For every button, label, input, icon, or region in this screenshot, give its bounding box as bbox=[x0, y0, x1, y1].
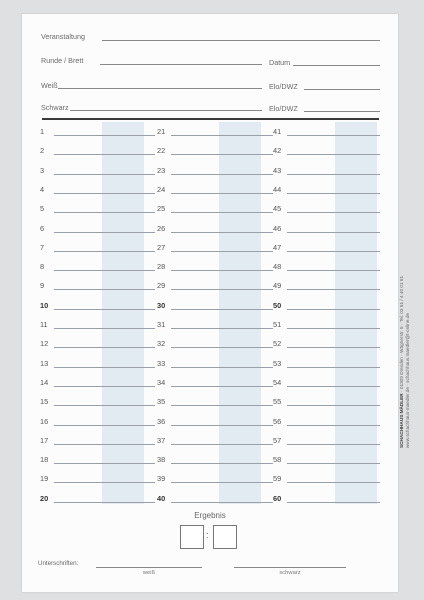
move-number: 59 bbox=[273, 474, 282, 484]
vendor-imprint bbox=[399, 276, 411, 448]
move-entry-line[interactable] bbox=[287, 193, 380, 194]
move-entry-line[interactable] bbox=[54, 444, 155, 445]
move-number: 13 bbox=[40, 358, 49, 368]
result-white-box[interactable] bbox=[180, 525, 204, 549]
vendor-web: www.schachhaus-maedler.de · schachhaus.maedler@t-online.de bbox=[405, 312, 411, 448]
move-entry-line[interactable] bbox=[171, 367, 273, 368]
move-entry-line[interactable] bbox=[171, 482, 273, 483]
move-entry-line[interactable] bbox=[287, 463, 380, 464]
move-number: 54 bbox=[273, 377, 282, 387]
black-move-column-shade bbox=[102, 122, 144, 504]
move-entry-line[interactable] bbox=[287, 174, 380, 175]
move-number: 56 bbox=[273, 416, 282, 426]
move-number: 20 bbox=[40, 493, 49, 503]
move-entry-line[interactable] bbox=[171, 309, 273, 310]
move-number: 37 bbox=[157, 435, 166, 445]
header-divider bbox=[42, 118, 379, 120]
move-entry-line[interactable] bbox=[54, 251, 155, 252]
move-number: 16 bbox=[40, 416, 49, 426]
move-number: 3 bbox=[40, 165, 45, 175]
move-entry-line[interactable] bbox=[54, 367, 155, 368]
scoresheet bbox=[22, 14, 411, 592]
move-number: 55 bbox=[273, 397, 282, 407]
move-number: 40 bbox=[157, 493, 166, 503]
move-number: 11 bbox=[40, 320, 48, 329]
move-entry-line[interactable] bbox=[171, 193, 273, 194]
move-number: 10 bbox=[40, 300, 49, 310]
move-number: 33 bbox=[157, 358, 166, 368]
move-number: 2 bbox=[40, 146, 45, 156]
move-number: 21 bbox=[157, 127, 166, 136]
move-number: 51 bbox=[273, 320, 282, 329]
move-entry-line[interactable] bbox=[287, 309, 380, 310]
move-number: 44 bbox=[273, 184, 282, 194]
move-number: 57 bbox=[273, 435, 282, 445]
signatures-label: Unterschriften: bbox=[38, 560, 79, 567]
move-number: 48 bbox=[273, 262, 282, 272]
move-entry-line[interactable] bbox=[287, 482, 380, 483]
move-entry-line[interactable] bbox=[287, 367, 380, 368]
move-number: 29 bbox=[157, 281, 166, 291]
move-entry-line[interactable] bbox=[171, 154, 273, 155]
move-entry-line[interactable] bbox=[54, 212, 155, 213]
move-entry-line[interactable] bbox=[287, 135, 380, 136]
move-number: 6 bbox=[40, 223, 45, 233]
move-entry-line[interactable] bbox=[54, 463, 155, 464]
move-number: 42 bbox=[273, 146, 282, 156]
move-number: 60 bbox=[273, 493, 282, 503]
result-label: Ergebnis bbox=[194, 511, 226, 520]
move-number: 41 bbox=[273, 127, 282, 136]
move-number: 28 bbox=[157, 262, 166, 272]
move-number: 23 bbox=[157, 165, 166, 175]
move-entry-line[interactable] bbox=[287, 405, 380, 406]
move-number: 43 bbox=[273, 165, 282, 175]
move-entry-line[interactable] bbox=[171, 289, 273, 290]
move-entry-line[interactable] bbox=[54, 328, 155, 329]
move-number: 19 bbox=[40, 474, 49, 484]
move-number: 53 bbox=[273, 358, 282, 368]
move-number: 25 bbox=[157, 204, 166, 214]
move-number: 34 bbox=[157, 377, 166, 387]
move-number: 36 bbox=[157, 416, 166, 426]
move-number: 27 bbox=[157, 242, 166, 252]
move-entry-line[interactable] bbox=[54, 502, 155, 503]
move-number: 38 bbox=[157, 455, 166, 465]
black-move-column-shade bbox=[335, 122, 377, 504]
move-number: 14 bbox=[40, 377, 49, 387]
move-number: 47 bbox=[273, 242, 282, 252]
vendor-name: SCHACHHAUS MÄDLER bbox=[399, 393, 404, 448]
move-entry-line[interactable] bbox=[287, 154, 380, 155]
move-entry-line[interactable] bbox=[287, 328, 380, 329]
result-separator: : bbox=[206, 530, 209, 540]
move-number: 35 bbox=[157, 397, 166, 407]
round-field[interactable] bbox=[100, 64, 262, 65]
black-signature-field[interactable] bbox=[234, 567, 346, 568]
move-number: 4 bbox=[40, 184, 45, 194]
move-entry-line[interactable] bbox=[171, 270, 273, 271]
white-player-label: Weiß bbox=[41, 81, 58, 90]
white-player-field[interactable] bbox=[58, 88, 262, 89]
result-black-box[interactable] bbox=[213, 525, 237, 549]
white-signature-field[interactable] bbox=[96, 567, 202, 568]
move-number: 9 bbox=[40, 281, 45, 291]
move-number: 52 bbox=[273, 339, 282, 349]
move-number: 15 bbox=[40, 397, 49, 407]
date-field[interactable] bbox=[293, 65, 380, 66]
move-entry-line[interactable] bbox=[287, 444, 380, 445]
move-entry-line[interactable] bbox=[171, 328, 273, 329]
move-entry-line[interactable] bbox=[54, 309, 155, 310]
move-entry-line[interactable] bbox=[171, 347, 273, 348]
move-number: 32 bbox=[157, 339, 166, 349]
move-entry-line[interactable] bbox=[287, 270, 380, 271]
move-entry-line[interactable] bbox=[171, 251, 273, 252]
black-player-field[interactable] bbox=[70, 110, 262, 111]
move-number: 58 bbox=[273, 455, 282, 465]
white-rating-label: Elo/DWZ bbox=[269, 82, 298, 91]
move-entry-line[interactable] bbox=[54, 386, 155, 387]
move-entry-line[interactable] bbox=[171, 444, 273, 445]
move-number: 24 bbox=[157, 184, 166, 194]
move-number: 1 bbox=[40, 127, 45, 136]
move-entry-line[interactable] bbox=[54, 135, 155, 136]
black-rating-field[interactable] bbox=[304, 111, 380, 112]
move-entry-line[interactable] bbox=[54, 154, 155, 155]
move-entry-line[interactable] bbox=[171, 232, 273, 233]
move-entry-line[interactable] bbox=[171, 135, 273, 136]
move-number: 50 bbox=[273, 300, 282, 310]
move-number: 7 bbox=[40, 242, 45, 252]
vendor-address: · 01309 Dresden · Wägnerstr. 5 · Tel. 03 51 / 4 40 01 51 bbox=[399, 275, 404, 394]
move-entry-line[interactable] bbox=[54, 232, 155, 233]
move-entry-line[interactable] bbox=[54, 425, 155, 426]
round-label: Runde / Brett bbox=[41, 56, 84, 65]
move-entry-line[interactable] bbox=[287, 251, 380, 252]
move-entry-line[interactable] bbox=[171, 425, 273, 426]
move-entry-line[interactable] bbox=[171, 463, 273, 464]
black-player-label: Schwarz bbox=[41, 103, 69, 112]
move-entry-line[interactable] bbox=[54, 174, 155, 175]
white-signature-label: weiß bbox=[142, 570, 156, 576]
move-entry-line[interactable] bbox=[287, 212, 380, 213]
move-entry-line[interactable] bbox=[171, 174, 273, 175]
move-number: 12 bbox=[40, 339, 49, 349]
move-entry-line[interactable] bbox=[287, 502, 380, 503]
move-entry-line[interactable] bbox=[54, 193, 155, 194]
move-entry-line[interactable] bbox=[54, 289, 155, 290]
move-entry-line[interactable] bbox=[287, 425, 380, 426]
move-number: 39 bbox=[157, 474, 166, 484]
white-rating-field[interactable] bbox=[304, 89, 380, 90]
move-number: 26 bbox=[157, 223, 166, 233]
move-number: 31 bbox=[157, 320, 166, 329]
move-entry-line[interactable] bbox=[171, 405, 273, 406]
move-entry-line[interactable] bbox=[287, 289, 380, 290]
move-number: 46 bbox=[273, 223, 282, 233]
event-field[interactable] bbox=[102, 40, 380, 41]
move-number: 17 bbox=[40, 435, 49, 445]
black-move-column-shade bbox=[219, 122, 261, 504]
move-entry-line[interactable] bbox=[287, 232, 380, 233]
move-number: 30 bbox=[157, 300, 166, 310]
move-entry-line[interactable] bbox=[54, 347, 155, 348]
move-number: 45 bbox=[273, 204, 282, 214]
date-label: Datum bbox=[269, 58, 291, 67]
move-number: 49 bbox=[273, 281, 282, 291]
move-entry-line[interactable] bbox=[54, 270, 155, 271]
move-entry-line[interactable] bbox=[171, 212, 273, 213]
black-rating-label: Elo/DWZ bbox=[269, 104, 298, 113]
move-entry-line[interactable] bbox=[54, 405, 155, 406]
move-number: 5 bbox=[40, 204, 45, 214]
move-entry-line[interactable] bbox=[171, 502, 273, 503]
move-entry-line[interactable] bbox=[171, 386, 273, 387]
move-number: 18 bbox=[40, 455, 49, 465]
move-entry-line[interactable] bbox=[287, 386, 380, 387]
move-number: 22 bbox=[157, 146, 166, 156]
event-label: Veranstaltung bbox=[41, 32, 85, 41]
move-entry-line[interactable] bbox=[54, 482, 155, 483]
black-signature-label: schwarz bbox=[279, 570, 301, 576]
move-entry-line[interactable] bbox=[287, 347, 380, 348]
move-number: 8 bbox=[40, 262, 45, 272]
